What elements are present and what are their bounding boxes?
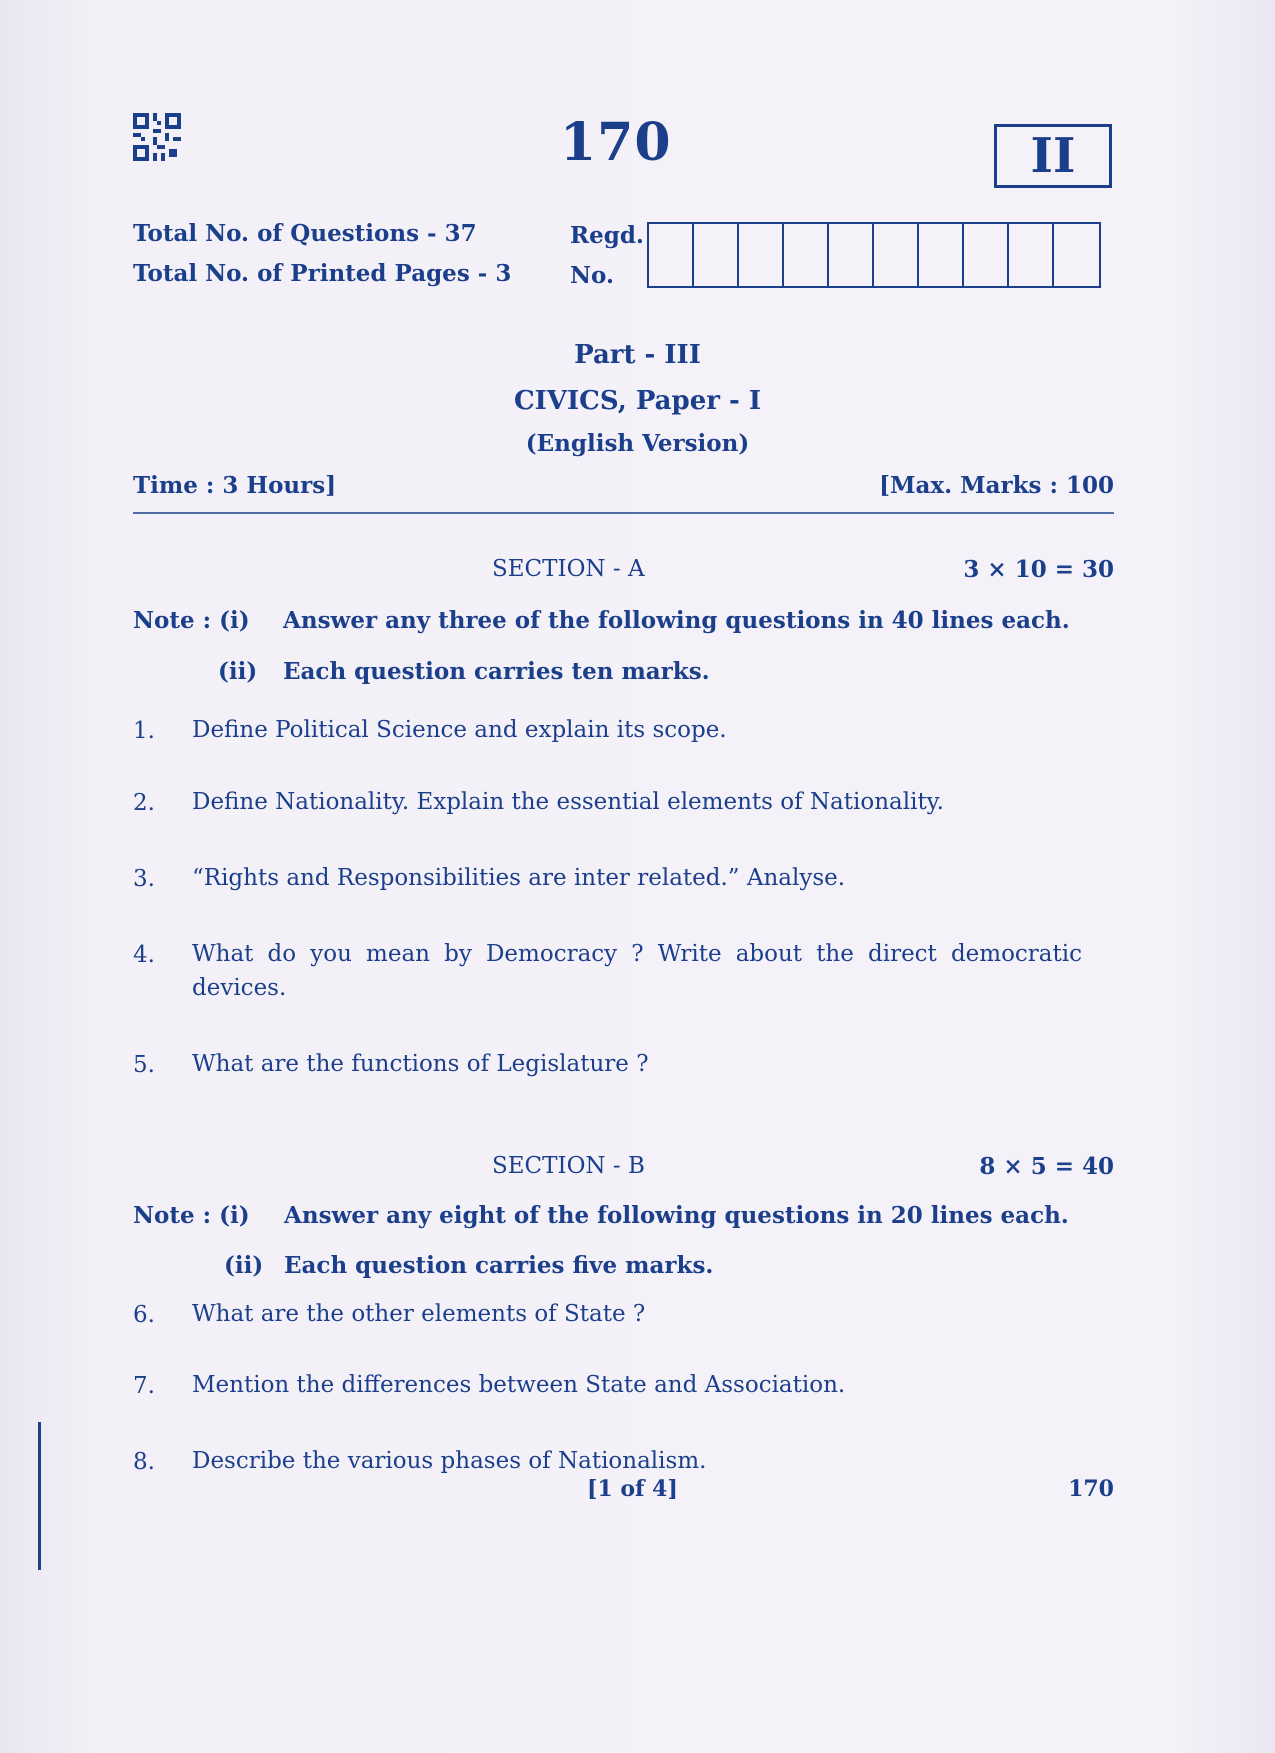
question-text: Mention the differences between State and Association. <box>192 1372 846 1398</box>
subject-title: CIVICS, Paper - I <box>513 386 761 416</box>
registration-number-grid[interactable] <box>647 222 1101 288</box>
question-number: 5. <box>133 1052 155 1078</box>
set-number: II <box>1030 128 1076 184</box>
question-text: Describe the various phases of Nationalism. <box>192 1448 707 1474</box>
section-a-note-2: Each question carries ten marks. <box>283 658 710 685</box>
regd-label: Regd. <box>570 222 644 249</box>
question-text: What are the functions of Legislature ? <box>192 1051 649 1077</box>
regd-digit-box[interactable] <box>919 224 964 286</box>
section-a-note-1: Answer any three of the following questions in 40 lines each. <box>283 607 1070 634</box>
question-number: 2. <box>133 790 155 816</box>
section-b-note-2: Each question carries five marks. <box>284 1252 714 1279</box>
regd-digit-box[interactable] <box>649 224 694 286</box>
section-b-note-2-label: (ii) <box>224 1252 264 1279</box>
divider <box>133 512 1114 514</box>
regd-digit-box[interactable] <box>784 224 829 286</box>
part-title: Part - III <box>574 340 701 370</box>
set-number-box <box>994 124 1112 188</box>
regd-digit-box[interactable] <box>739 224 784 286</box>
section-b-title: SECTION - B <box>492 1153 645 1179</box>
question-number: 8. <box>133 1449 155 1475</box>
question-text: What are the other elements of State ? <box>192 1301 646 1327</box>
question-text: Define Nationality. Explain the essential elements of Nationality. <box>192 789 944 815</box>
question-number: 1. <box>133 718 155 744</box>
exam-time: Time : 3 Hours] <box>133 472 337 499</box>
section-a-note-2-label: (ii) <box>218 658 258 685</box>
regd-digit-box[interactable] <box>829 224 874 286</box>
question-number: 6. <box>133 1302 155 1328</box>
question-text: What do you mean by Democracy ? Write about the direct democratic devices. <box>192 941 1082 1001</box>
question-number: 4. <box>133 942 155 968</box>
regd-no-label: No. <box>570 262 614 289</box>
version-title: (English Version) <box>525 430 750 457</box>
footer-code: 170 <box>1068 1476 1114 1502</box>
regd-digit-box[interactable] <box>964 224 1009 286</box>
section-b-note-label: Note : (i) <box>133 1202 250 1229</box>
total-pages: Total No. of Printed Pages - 3 <box>133 260 512 287</box>
question-number: 3. <box>133 866 155 892</box>
question-text: “Rights and Responsibilities are inter related.” Analyse. <box>192 865 846 891</box>
page-indicator: [1 of 4] <box>587 1476 678 1502</box>
section-b-note-1: Answer any eight of the following questions in 20 lines each. <box>284 1202 1069 1229</box>
regd-digit-box[interactable] <box>1009 224 1054 286</box>
section-a-title: SECTION - A <box>492 556 645 582</box>
max-marks: [Max. Marks : 100 <box>879 472 1114 499</box>
section-b-marks: 8 × 5 = 40 <box>979 1153 1114 1180</box>
question-number: 7. <box>133 1373 155 1399</box>
regd-digit-box[interactable] <box>874 224 919 286</box>
margin-mark <box>38 1422 41 1570</box>
regd-digit-box[interactable] <box>694 224 739 286</box>
paper-code: 170 <box>560 112 672 173</box>
qr-code-icon <box>133 113 181 161</box>
question-text: Define Political Science and explain its scope. <box>192 717 727 743</box>
section-a-marks: 3 × 10 = 30 <box>963 556 1114 583</box>
regd-digit-box[interactable] <box>1054 224 1099 286</box>
section-a-note-label: Note : (i) <box>133 607 250 634</box>
total-questions: Total No. of Questions - 37 <box>133 220 477 247</box>
